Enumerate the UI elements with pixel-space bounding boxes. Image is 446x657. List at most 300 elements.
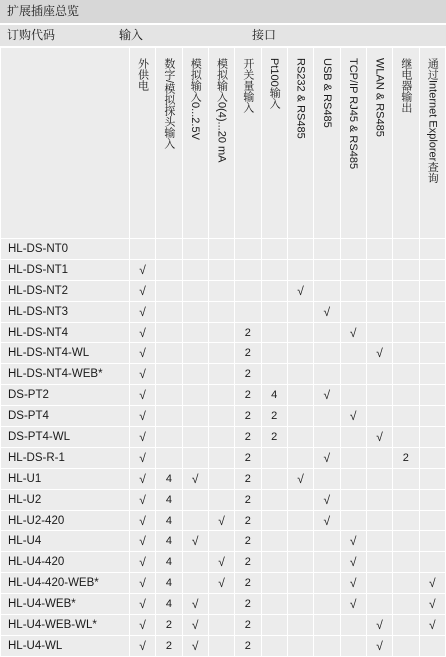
- order-code-cell: HL-U4-WL: [1, 635, 130, 656]
- feature-cell: [366, 573, 392, 594]
- feature-cell: 2: [156, 615, 182, 636]
- table-row: [1, 343, 446, 364]
- table-row: [1, 468, 446, 489]
- feature-cell: [287, 635, 313, 656]
- feature-cell: [419, 239, 446, 260]
- table-row: [1, 259, 446, 280]
- feature-cell: 2: [235, 552, 261, 573]
- feature-cell: [235, 280, 261, 301]
- feature-cell: [340, 239, 366, 260]
- feature-cell: [314, 615, 340, 636]
- feature-cell: [419, 489, 446, 510]
- table-row: [1, 364, 446, 385]
- feature-cell: √: [129, 552, 155, 573]
- column-header-label: 模拟输入0...2.5V: [189, 58, 202, 140]
- feature-cell: [287, 594, 313, 615]
- feature-cell: [314, 239, 340, 260]
- feature-cell: [366, 239, 392, 260]
- feature-cell: [340, 343, 366, 364]
- column-header-label: WLAN & RS485: [373, 58, 386, 137]
- feature-cell: √: [208, 552, 234, 573]
- order-code-cell: DS-PT4: [1, 406, 130, 427]
- feature-cell: √: [129, 385, 155, 406]
- feature-cell: [208, 468, 234, 489]
- feature-cell: 4: [156, 573, 182, 594]
- feature-cell: 2: [235, 385, 261, 406]
- feature-cell: √: [340, 594, 366, 615]
- feature-cell: [287, 552, 313, 573]
- feature-cell: [366, 447, 392, 468]
- feature-cell: [314, 322, 340, 343]
- group-header-bar: [0, 25, 446, 46]
- order-code-cell: DS-PT2: [1, 385, 130, 406]
- feature-cell: [182, 552, 208, 573]
- feature-cell: √: [366, 427, 392, 448]
- feature-cell: √: [419, 594, 446, 615]
- feature-cell: √: [129, 447, 155, 468]
- feature-cell: √: [129, 406, 155, 427]
- feature-cell: √: [129, 343, 155, 364]
- table-row: [1, 239, 446, 260]
- feature-cell: [182, 343, 208, 364]
- feature-cell: [182, 301, 208, 322]
- feature-cell: [287, 301, 313, 322]
- feature-cell: [366, 552, 392, 573]
- feature-cell: [287, 531, 313, 552]
- feature-cell: [182, 573, 208, 594]
- feature-cell: [182, 322, 208, 343]
- column-header: [156, 48, 182, 239]
- feature-cell: [314, 635, 340, 656]
- feature-cell: [393, 615, 419, 636]
- feature-cell: [156, 343, 182, 364]
- feature-cell: √: [129, 635, 155, 656]
- feature-cell: [393, 427, 419, 448]
- column-header: [235, 48, 261, 239]
- feature-cell: [366, 468, 392, 489]
- feature-cell: [419, 280, 446, 301]
- feature-cell: [261, 615, 287, 636]
- table-row: [1, 594, 446, 615]
- feature-cell: [156, 364, 182, 385]
- feature-cell: [208, 447, 234, 468]
- column-header-label: 通过Internet Explorer查询: [426, 58, 439, 184]
- feature-cell: 2: [235, 447, 261, 468]
- table-title: 扩展插座总览: [0, 0, 446, 23]
- feature-cell: √: [129, 573, 155, 594]
- feature-cell: [208, 322, 234, 343]
- feature-cell: √: [419, 573, 446, 594]
- feature-cell: √: [287, 280, 313, 301]
- feature-cell: [419, 343, 446, 364]
- feature-cell: 2: [235, 594, 261, 615]
- column-header: [366, 48, 392, 239]
- feature-cell: [261, 259, 287, 280]
- column-header-label: TCP/IP RJ45 & RS485: [347, 58, 360, 170]
- feature-cell: [208, 280, 234, 301]
- feature-cell: [235, 259, 261, 280]
- feature-cell: [156, 280, 182, 301]
- feature-cell: [393, 552, 419, 573]
- feature-cell: [366, 489, 392, 510]
- order-code-cell: DS-PT4-WL: [1, 427, 130, 448]
- feature-cell: [340, 364, 366, 385]
- feature-cell: [235, 239, 261, 260]
- order-code-cell: HL-U4-WEB-WL*: [1, 615, 130, 636]
- feature-cell: [261, 301, 287, 322]
- feature-cell: [314, 573, 340, 594]
- feature-cell: [208, 635, 234, 656]
- feature-cell: 2: [235, 489, 261, 510]
- feature-cell: [419, 447, 446, 468]
- feature-cell: [314, 259, 340, 280]
- feature-cell: [182, 510, 208, 531]
- column-header: [182, 48, 208, 239]
- column-header: [419, 48, 446, 239]
- feature-cell: [340, 301, 366, 322]
- column-header: [261, 48, 287, 239]
- header-spacer: [1, 48, 130, 239]
- feature-cell: [393, 573, 419, 594]
- table-row: [1, 385, 446, 406]
- feature-cell: [208, 489, 234, 510]
- feature-cell: [393, 635, 419, 656]
- feature-cell: [393, 385, 419, 406]
- feature-cell: [393, 364, 419, 385]
- feature-cell: √: [314, 385, 340, 406]
- feature-cell: √: [287, 468, 313, 489]
- feature-cell: [393, 531, 419, 552]
- feature-cell: [393, 280, 419, 301]
- feature-cell: 2: [235, 531, 261, 552]
- feature-cell: [208, 594, 234, 615]
- feature-cell: [314, 552, 340, 573]
- feature-cell: [287, 364, 313, 385]
- feature-cell: √: [340, 531, 366, 552]
- feature-cell: [419, 364, 446, 385]
- feature-cell: [366, 259, 392, 280]
- feature-cell: [287, 489, 313, 510]
- feature-cell: 2: [235, 468, 261, 489]
- feature-cell: [340, 447, 366, 468]
- feature-cell: [287, 427, 313, 448]
- feature-cell: [156, 447, 182, 468]
- feature-cell: [419, 510, 446, 531]
- feature-cell: √: [314, 447, 340, 468]
- feature-cell: √: [366, 635, 392, 656]
- feature-cell: [314, 468, 340, 489]
- feature-cell: [261, 510, 287, 531]
- feature-cell: [208, 239, 234, 260]
- feature-cell: √: [366, 343, 392, 364]
- feature-cell: [182, 427, 208, 448]
- feature-cell: [419, 406, 446, 427]
- feature-cell: [366, 385, 392, 406]
- column-header-label: 继电器输出: [399, 58, 412, 113]
- feature-cell: [287, 615, 313, 636]
- feature-cell: [340, 259, 366, 280]
- feature-cell: 2: [235, 615, 261, 636]
- feature-cell: √: [314, 510, 340, 531]
- feature-cell: 4: [156, 594, 182, 615]
- feature-cell: [340, 280, 366, 301]
- feature-cell: √: [314, 489, 340, 510]
- feature-cell: √: [340, 552, 366, 573]
- order-code-cell: HL-U4: [1, 531, 130, 552]
- feature-cell: [419, 322, 446, 343]
- order-code-cell: HL-U4-420-WEB*: [1, 573, 130, 594]
- feature-cell: [182, 385, 208, 406]
- table-row: [1, 635, 446, 656]
- feature-cell: [314, 406, 340, 427]
- feature-cell: √: [340, 573, 366, 594]
- column-header-label: 数字/模拟探头输入: [162, 58, 175, 150]
- feature-cell: √: [129, 510, 155, 531]
- feature-cell: [261, 489, 287, 510]
- feature-cell: [156, 385, 182, 406]
- table-row: [1, 489, 446, 510]
- table-row: [1, 447, 446, 468]
- column-header-label: RS232 & RS485: [294, 58, 307, 139]
- feature-cell: [156, 259, 182, 280]
- feature-cell: [314, 594, 340, 615]
- feature-cell: [261, 573, 287, 594]
- feature-cell: [261, 552, 287, 573]
- feature-cell: [261, 322, 287, 343]
- feature-cell: [340, 510, 366, 531]
- column-header-label: 外供电: [136, 58, 149, 91]
- feature-cell: 4: [156, 531, 182, 552]
- feature-cell: √: [129, 301, 155, 322]
- feature-cell: [208, 364, 234, 385]
- feature-cell: [393, 322, 419, 343]
- feature-cell: √: [129, 594, 155, 615]
- feature-cell: [261, 447, 287, 468]
- column-header: [340, 48, 366, 239]
- feature-cell: [287, 322, 313, 343]
- feature-cell: √: [129, 427, 155, 448]
- column-header: [287, 48, 313, 239]
- feature-cell: 2: [235, 573, 261, 594]
- feature-cell: [366, 301, 392, 322]
- feature-cell: [340, 427, 366, 448]
- input-group-header: 输入: [119, 28, 144, 42]
- feature-cell: [182, 280, 208, 301]
- feature-cell: [393, 239, 419, 260]
- feature-cell: [208, 531, 234, 552]
- feature-cell: [340, 635, 366, 656]
- feature-cell: [393, 468, 419, 489]
- feature-cell: [156, 322, 182, 343]
- feature-cell: [366, 510, 392, 531]
- feature-cell: [419, 531, 446, 552]
- feature-cell: [182, 447, 208, 468]
- order-code-cell: HL-U4-WEB*: [1, 594, 130, 615]
- feature-cell: [261, 343, 287, 364]
- feature-cell: √: [129, 531, 155, 552]
- feature-cell: [314, 531, 340, 552]
- feature-cell: [235, 301, 261, 322]
- order-code-cell: HL-DS-NT4-WL: [1, 343, 130, 364]
- feature-cell: [393, 343, 419, 364]
- feature-cell: [393, 406, 419, 427]
- feature-cell: [182, 489, 208, 510]
- feature-cell: 2: [235, 427, 261, 448]
- feature-cell: [419, 385, 446, 406]
- table-row: [1, 280, 446, 301]
- order-code-cell: HL-U4-420: [1, 552, 130, 573]
- feature-cell: [287, 239, 313, 260]
- column-header-label: 开关量输入: [241, 58, 254, 113]
- table-row: [1, 510, 446, 531]
- feature-cell: [393, 301, 419, 322]
- order-code-cell: HL-U2-420: [1, 510, 130, 531]
- order-code-header: 订购代码: [7, 28, 56, 42]
- feature-cell: [287, 385, 313, 406]
- feature-cell: [261, 364, 287, 385]
- feature-cell: √: [129, 468, 155, 489]
- feature-cell: [261, 594, 287, 615]
- feature-cell: [393, 489, 419, 510]
- feature-cell: [261, 239, 287, 260]
- feature-cell: [287, 510, 313, 531]
- feature-cell: 4: [261, 385, 287, 406]
- feature-cell: [419, 427, 446, 448]
- feature-cell: 2: [235, 635, 261, 656]
- feature-cell: [419, 259, 446, 280]
- feature-cell: [182, 259, 208, 280]
- feature-cell: [340, 468, 366, 489]
- feature-cell: [393, 594, 419, 615]
- feature-cell: √: [129, 364, 155, 385]
- order-code-cell: HL-DS-NT0: [1, 239, 130, 260]
- column-header: [393, 48, 419, 239]
- feature-cell: [366, 594, 392, 615]
- feature-cell: [261, 635, 287, 656]
- order-code-cell: HL-DS-NT3: [1, 301, 130, 322]
- feature-cell: √: [182, 615, 208, 636]
- order-code-cell: HL-U2: [1, 489, 130, 510]
- feature-cell: [314, 427, 340, 448]
- feature-cell: 2: [235, 364, 261, 385]
- feature-cell: [314, 343, 340, 364]
- table-row: [1, 615, 446, 636]
- feature-cell: [419, 635, 446, 656]
- feature-cell: [340, 489, 366, 510]
- feature-cell: [182, 364, 208, 385]
- feature-cell: √: [129, 615, 155, 636]
- table-row: [1, 322, 446, 343]
- feature-cell: 4: [156, 489, 182, 510]
- feature-cell: [287, 259, 313, 280]
- feature-cell: 2: [235, 322, 261, 343]
- feature-cell: 4: [156, 468, 182, 489]
- feature-cell: [287, 343, 313, 364]
- order-code-cell: HL-DS-NT4: [1, 322, 130, 343]
- feature-cell: √: [129, 322, 155, 343]
- feature-cell: [287, 406, 313, 427]
- column-header: [129, 48, 155, 239]
- column-header: [314, 48, 340, 239]
- feature-cell: 2: [156, 635, 182, 656]
- order-code-cell: HL-DS-NT2: [1, 280, 130, 301]
- feature-cell: [366, 531, 392, 552]
- column-header-row: [1, 48, 446, 239]
- order-code-cell: HL-DS-NT1: [1, 259, 130, 280]
- feature-cell: √: [314, 301, 340, 322]
- feature-cell: 4: [156, 510, 182, 531]
- feature-cell: [129, 239, 155, 260]
- feature-cell: 2: [235, 510, 261, 531]
- feature-cell: [366, 406, 392, 427]
- order-code-cell: HL-DS-R-1: [1, 447, 130, 468]
- table-row: [1, 406, 446, 427]
- feature-cell: [208, 343, 234, 364]
- feature-cell: [261, 531, 287, 552]
- feature-cell: √: [366, 615, 392, 636]
- feature-cell: √: [182, 594, 208, 615]
- feature-cell: [314, 364, 340, 385]
- feature-cell: [208, 406, 234, 427]
- feature-cell: [208, 427, 234, 448]
- feature-cell: [287, 447, 313, 468]
- extension-socket-table: [0, 47, 446, 657]
- table-row: [1, 531, 446, 552]
- feature-cell: √: [208, 573, 234, 594]
- feature-cell: 4: [156, 552, 182, 573]
- order-code-cell: HL-DS-NT4-WEB*: [1, 364, 130, 385]
- feature-cell: [314, 280, 340, 301]
- feature-cell: [208, 259, 234, 280]
- column-header-label: Pt100输入: [268, 58, 281, 109]
- feature-cell: √: [340, 406, 366, 427]
- feature-cell: [182, 406, 208, 427]
- feature-cell: √: [208, 510, 234, 531]
- feature-cell: √: [182, 635, 208, 656]
- feature-cell: [208, 615, 234, 636]
- feature-cell: 2: [393, 447, 419, 468]
- feature-cell: [419, 301, 446, 322]
- feature-cell: [366, 364, 392, 385]
- feature-cell: 2: [235, 406, 261, 427]
- table-row: [1, 301, 446, 322]
- column-header-label: USB & RS485: [320, 58, 333, 128]
- feature-cell: [261, 468, 287, 489]
- column-header-label: 模拟输入0(4)...20 mA: [215, 58, 228, 163]
- feature-cell: 2: [235, 343, 261, 364]
- feature-cell: [156, 406, 182, 427]
- feature-cell: [156, 301, 182, 322]
- feature-cell: [419, 468, 446, 489]
- feature-cell: [340, 615, 366, 636]
- feature-cell: [340, 385, 366, 406]
- feature-cell: [366, 280, 392, 301]
- feature-cell: √: [340, 322, 366, 343]
- column-header: [208, 48, 234, 239]
- feature-cell: √: [129, 489, 155, 510]
- feature-cell: √: [419, 615, 446, 636]
- feature-cell: [419, 552, 446, 573]
- feature-cell: [393, 510, 419, 531]
- feature-cell: √: [182, 468, 208, 489]
- feature-cell: [208, 385, 234, 406]
- feature-cell: [287, 573, 313, 594]
- feature-cell: [366, 322, 392, 343]
- feature-cell: [208, 301, 234, 322]
- feature-cell: 2: [261, 427, 287, 448]
- feature-cell: [156, 239, 182, 260]
- feature-cell: [156, 427, 182, 448]
